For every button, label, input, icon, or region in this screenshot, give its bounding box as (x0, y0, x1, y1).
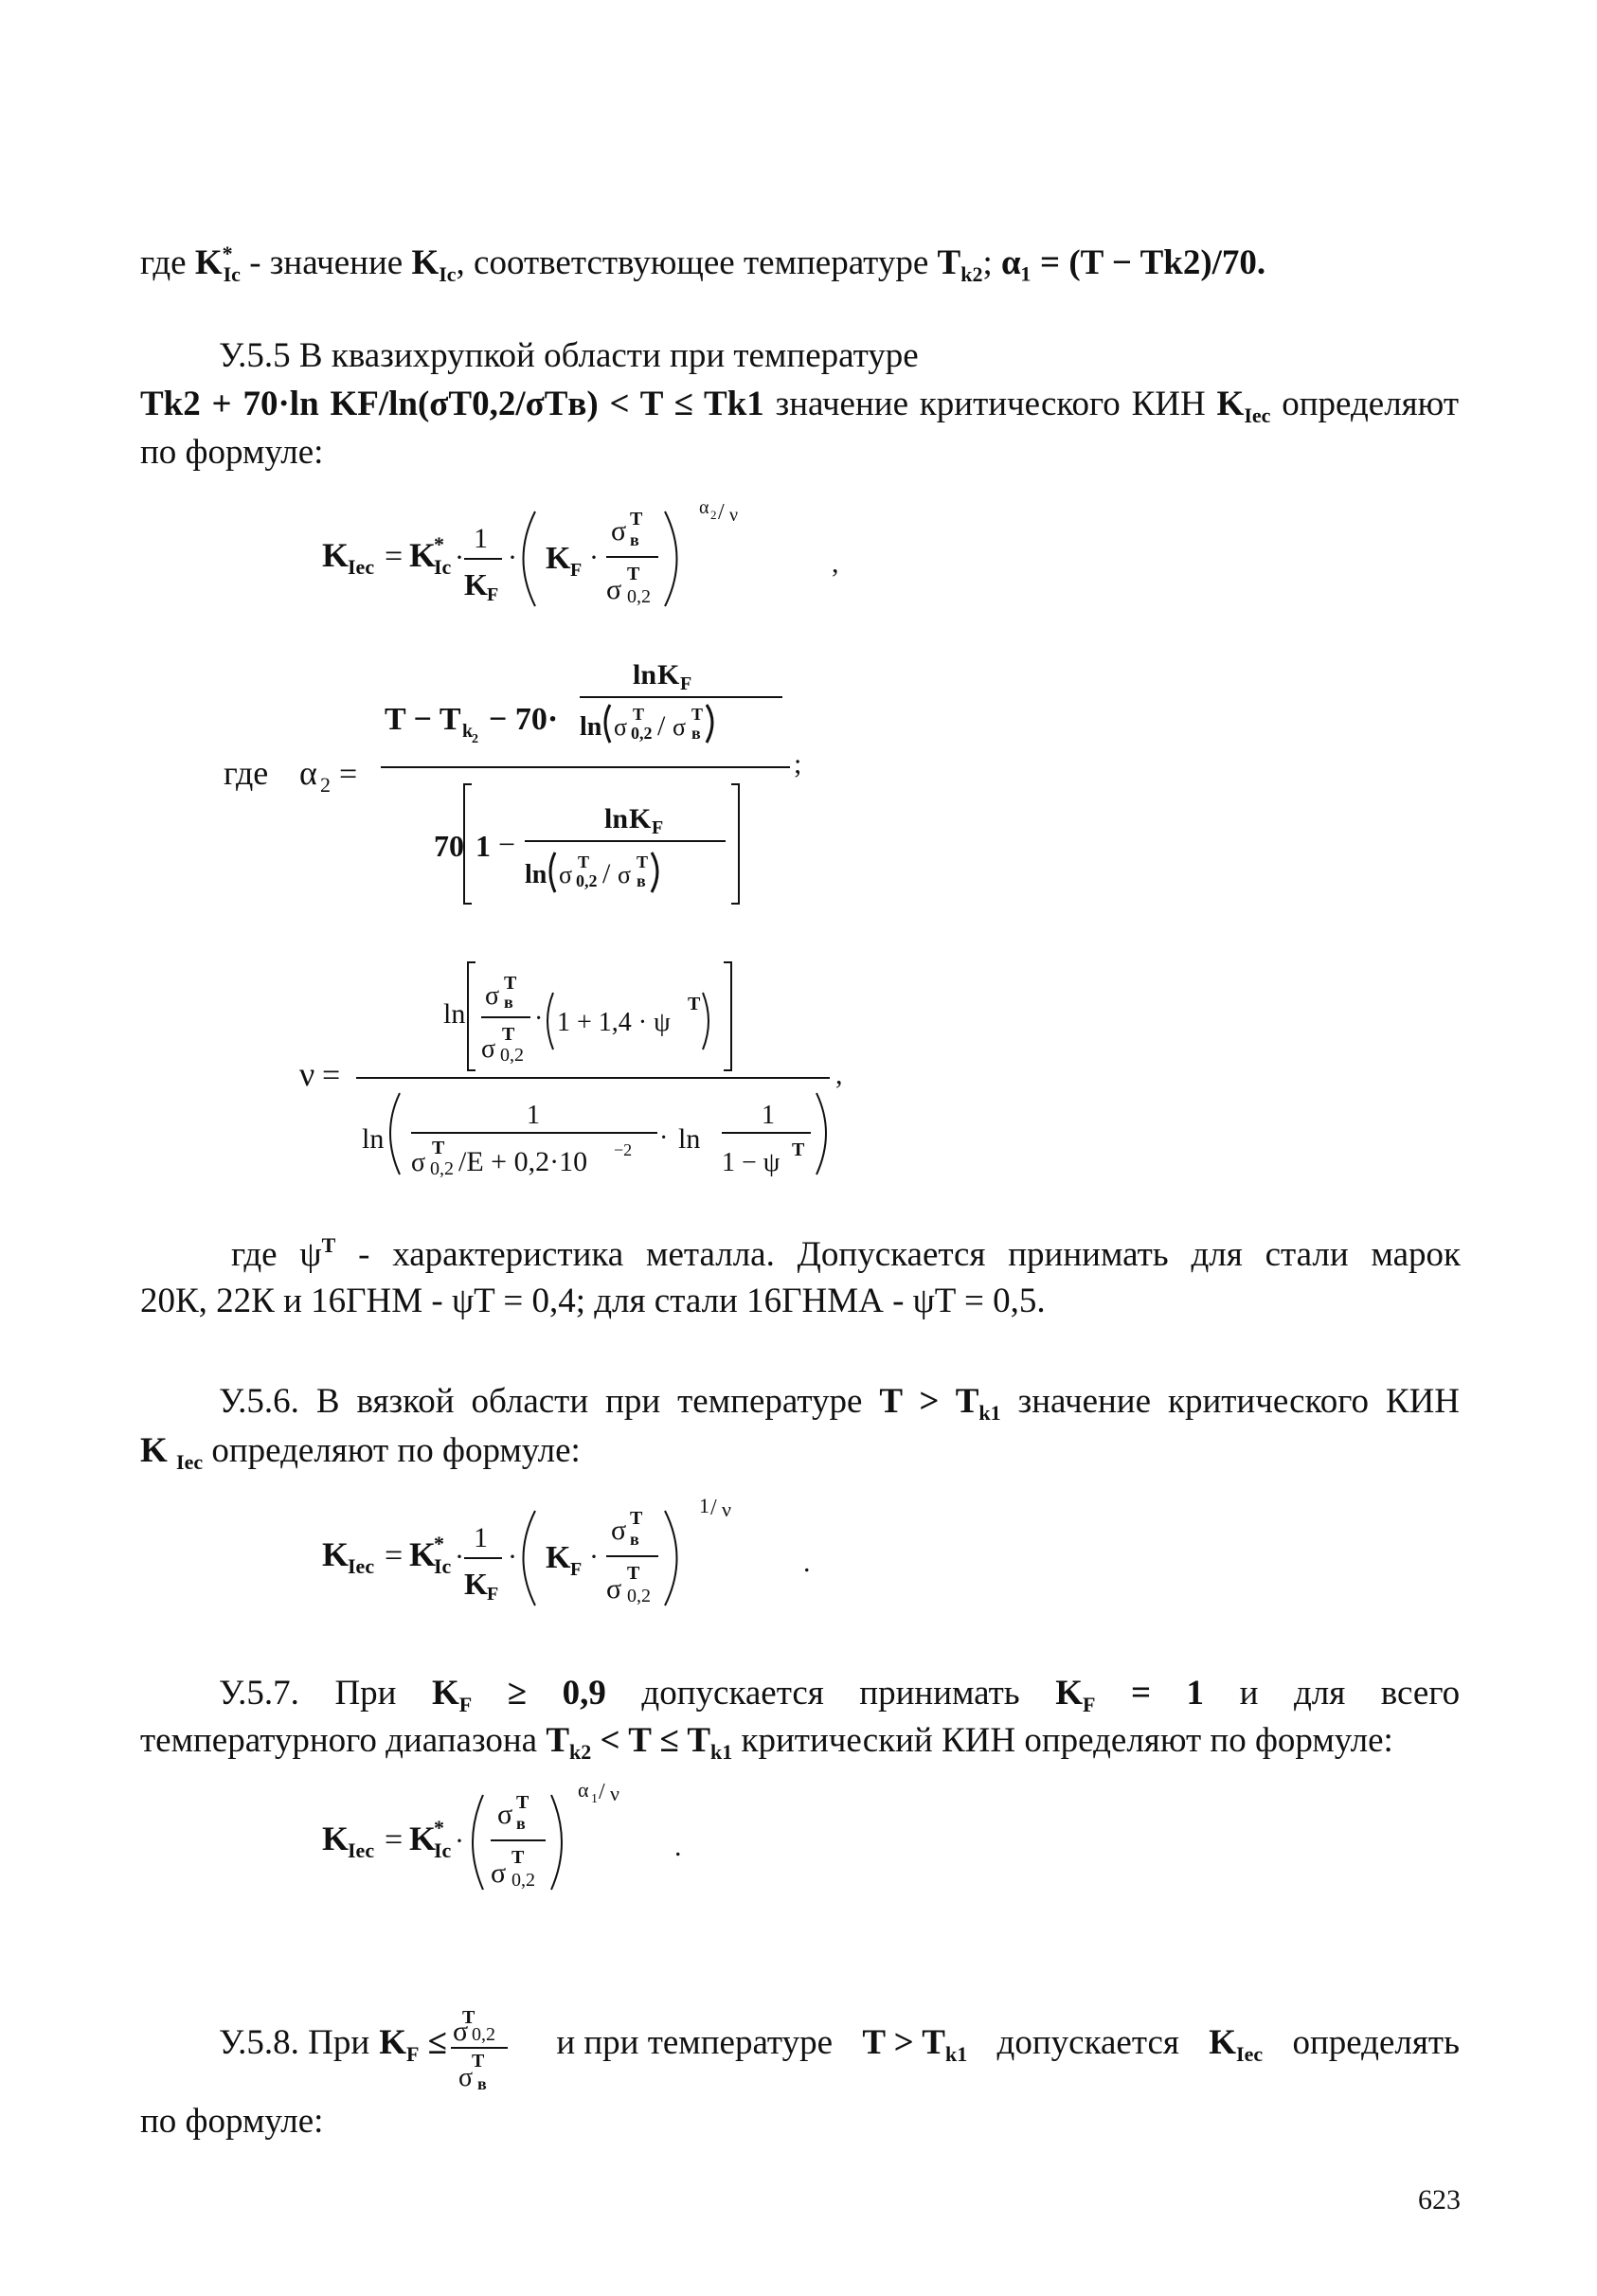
condition-t-gt-tk1-558: $T > T_{k1}$ (862, 2023, 968, 2066)
word-vsego: всего (1380, 1674, 1461, 1713)
svg-text:T: T (511, 1847, 525, 1868)
svg-text:·: · (589, 1541, 599, 1572)
section-557-line-1 (219, 1673, 1460, 1714)
svg-text:T: T (502, 1024, 515, 1045)
svg-text:/: / (657, 710, 666, 742)
svg-text:σ: σ (614, 713, 628, 741)
svg-text:1: 1 (474, 1522, 488, 1553)
svg-text:K: K (464, 567, 488, 601)
psi-note-line-2: 20К, 22К и 16ГНМ - ψT = 0,4; для стали 16ГНМА - ψT = 0,5. (140, 1282, 1046, 1320)
svg-text:T: T (627, 1563, 640, 1584)
line-1 (140, 242, 1265, 284)
svg-text:α: α (299, 754, 317, 792)
svg-text:·: · (455, 1541, 464, 1572)
svg-text:0,2: 0,2 (631, 724, 653, 743)
svg-text:K: K (629, 803, 652, 834)
svg-text:ln: ln (525, 860, 547, 889)
svg-text:Iec: Iec (348, 1554, 375, 1578)
svg-text:F: F (487, 1584, 499, 1605)
svg-text:1: 1 (527, 1101, 540, 1130)
text-sootv: , соответствующее температуре (456, 243, 929, 282)
svg-text:·: · (659, 1123, 669, 1153)
section-558-part-1 (219, 1991, 527, 2095)
formula-kiec-full-range (322, 1776, 720, 1899)
svg-text:σ: σ (481, 1034, 496, 1064)
condition-expression: Tk2 + 70·ln KF/ln(σT0,2/σTв) < T ≤ Tk1 (140, 385, 764, 423)
svg-text:σ: σ (611, 1515, 627, 1546)
svg-text:T: T (627, 564, 640, 584)
svg-text:/: / (718, 500, 725, 525)
svg-text:ln: ln (443, 998, 466, 1030)
psi-note-line-1 (231, 1234, 1461, 1276)
svg-text:ln: ln (580, 712, 602, 742)
svg-text:ν: ν (729, 505, 739, 526)
svg-text:=: = (385, 1822, 404, 1857)
symbol-k-iec-558: $K_{Iec}$ (1209, 2023, 1264, 2066)
condition-kf-eq-1: $K_F = 1$ (1055, 1674, 1205, 1716)
svg-text:K: K (409, 536, 437, 574)
svg-text:K: K (322, 536, 350, 574)
svg-text:·: · (455, 1825, 464, 1857)
word-pri: При (334, 1674, 397, 1713)
svg-text:F: F (570, 560, 583, 581)
svg-text:1: 1 (762, 1101, 775, 1130)
fraction-sigma02-over-sigmav (451, 1991, 527, 2095)
formula-alpha2 (224, 644, 830, 928)
svg-text:σ: σ (458, 2063, 474, 2092)
svg-text:T: T (637, 852, 649, 871)
svg-text:F: F (680, 673, 692, 694)
psi-note-gde: где (231, 1235, 278, 1274)
svg-text:σ: σ (485, 981, 500, 1011)
svg-text:T: T (630, 1508, 643, 1529)
svg-text:/: / (599, 1780, 605, 1804)
section-555-heading: У.5.5 В квазихрупкой области при температуре (219, 336, 919, 375)
svg-text:σ: σ (497, 1799, 513, 1830)
svg-text:ν: ν (610, 1782, 619, 1805)
svg-text:σ: σ (611, 515, 627, 547)
svg-text:σ: σ (606, 574, 622, 605)
svg-text:1 + 1,4 · ψ: 1 + 1,4 · ψ (557, 1008, 671, 1037)
alpha1-expression: α₁ = (T − Tk2)/70. (1001, 243, 1266, 282)
word-prinimat: принимать (859, 1674, 1020, 1713)
svg-text:70: 70 (434, 829, 464, 863)
svg-text:T: T (633, 705, 645, 724)
svg-text:0,2: 0,2 (627, 586, 651, 607)
section-557-number: У.5.7. (219, 1674, 299, 1713)
svg-text:где: где (224, 754, 269, 792)
svg-text:K: K (322, 1820, 350, 1857)
svg-text:/: / (710, 1496, 717, 1520)
word-dopuskaetsya: допускается (641, 1674, 824, 1713)
svg-text:K: K (322, 1535, 350, 1573)
svg-text:*: * (434, 1532, 444, 1555)
svg-text:2: 2 (710, 508, 717, 522)
svg-text:/: / (602, 858, 611, 889)
svg-text:*: * (434, 1816, 444, 1839)
section-557-line-2 (140, 1720, 1393, 1762)
condition-kf-ge-09: $K_F \ge 0,9$ (432, 1674, 606, 1716)
section-558-line-1 (219, 1991, 1460, 2095)
svg-text:σ: σ (411, 1148, 426, 1177)
svg-text:в: в (504, 993, 513, 1012)
section-556-line-2 (140, 1430, 581, 1472)
svg-text:T: T (630, 509, 643, 529)
svg-text:σ: σ (491, 1857, 507, 1889)
svg-text:в: в (476, 2074, 487, 2093)
psi-note-text: - характеристика металла. Допускается принимать для стали марок (358, 1235, 1462, 1274)
svg-text:T: T (432, 1138, 445, 1158)
svg-text:T: T (792, 1139, 805, 1160)
svg-text:в: в (630, 530, 639, 549)
section-558-line-2: по формуле: (140, 2102, 324, 2141)
section-556-line-1 (219, 1381, 1460, 1423)
svg-text:ν: ν (722, 1498, 731, 1521)
svg-text:σ: σ (606, 1573, 622, 1605)
svg-text:α: α (578, 1778, 589, 1802)
symbol-tk2: $T_{k2}$ (937, 243, 983, 286)
svg-text:0,2: 0,2 (576, 871, 598, 890)
svg-text:0,2: 0,2 (511, 1870, 535, 1891)
svg-text:σ: σ (559, 861, 573, 888)
svg-text:.: . (803, 1547, 811, 1578)
section-558-start: У.5.8. При (219, 2023, 370, 2062)
svg-text:ν: ν (299, 1055, 315, 1093)
symbol-k-iec: K $_{Iec}$ (140, 1431, 204, 1474)
section-558-end-2: определять (1292, 2023, 1460, 2062)
section-556-line-2-text: определяют по формуле: (211, 1431, 581, 1470)
svg-text:·: · (455, 542, 464, 573)
svg-text:F: F (487, 584, 499, 605)
svg-text:α: α (699, 497, 709, 518)
svg-text:0,2: 0,2 (471, 2024, 495, 2045)
svg-text:Iec: Iec (348, 555, 375, 579)
svg-text:/E + 0,2·10: /E + 0,2·10 (458, 1146, 588, 1177)
svg-text:k: k (462, 721, 474, 742)
svg-text:K: K (409, 1535, 437, 1573)
svg-text:T: T (578, 852, 590, 871)
symbol-k-iec: $K_{Iec}$ (1216, 385, 1271, 427)
svg-text:σ: σ (618, 861, 632, 888)
symbol-kf: $K_F$ ≤ (379, 2023, 447, 2066)
svg-text:0,2: 0,2 (627, 1586, 651, 1606)
text-gde: где (140, 243, 187, 282)
svg-text:F: F (570, 1559, 583, 1580)
formula-intro-1: по формуле: (140, 433, 324, 472)
svg-text:T: T (461, 2007, 476, 2028)
svg-text:в: в (637, 871, 646, 890)
svg-text:K: K (409, 1820, 437, 1857)
svg-text:,: , (835, 1059, 843, 1090)
section-557-line-2-end: критический КИН определяют по формуле: (741, 1721, 1393, 1760)
svg-text:−2: −2 (614, 1140, 633, 1159)
symbol-psi-t: $\psi^T$ (299, 1233, 336, 1274)
svg-text:0,2: 0,2 (430, 1158, 454, 1179)
svg-text:.: . (674, 1831, 682, 1862)
svg-text:1: 1 (699, 1494, 709, 1517)
svg-text:T: T (471, 2051, 485, 2072)
svg-text:K: K (546, 1540, 571, 1575)
svg-text:·: · (508, 542, 517, 573)
svg-text:2: 2 (472, 732, 478, 746)
svg-text:в: в (691, 724, 701, 743)
svg-text:T − T: T − T (385, 702, 461, 737)
svg-text:2: 2 (320, 773, 331, 797)
svg-text:− 70·: − 70· (489, 702, 559, 737)
svg-text:1: 1 (476, 829, 491, 863)
formula-kiec-ductile (322, 1492, 852, 1615)
svg-text:в: в (630, 1530, 639, 1549)
section-558-end-1: допускается (996, 2023, 1179, 2062)
section-556-text: У.5.6. В вязкой области при температуре (219, 1382, 863, 1421)
svg-text:Ic: Ic (434, 1554, 452, 1578)
page-number: 623 (1418, 2184, 1461, 2215)
svg-text:Ic: Ic (434, 1839, 452, 1862)
svg-text:ln: ln (362, 1123, 385, 1155)
formula-nu (299, 947, 868, 1193)
symbol-k-ic-star: $K^*_{Ic}$ (194, 242, 241, 286)
svg-text:,: , (832, 547, 839, 579)
section-557-line-2-start: температурного диапазона (140, 1721, 538, 1760)
section-555-condition (140, 384, 1459, 425)
svg-text:T: T (688, 994, 701, 1014)
svg-text:K: K (546, 541, 571, 576)
svg-text:ln: ln (604, 803, 629, 834)
section-558-mid: и при температуре (556, 2023, 834, 2062)
svg-text:·: · (589, 542, 599, 573)
svg-text:σ: σ (452, 2016, 469, 2047)
word-i: и (1239, 1674, 1259, 1713)
section-556-text-end: значение критического КИН (1017, 1382, 1461, 1421)
condition-text: значение критического КИН (775, 385, 1206, 423)
svg-text:;: ; (794, 748, 802, 780)
svg-text:ln: ln (633, 659, 657, 691)
svg-text:=: = (385, 1538, 404, 1573)
svg-text:=: = (385, 539, 404, 574)
range-tk2-tk1: $T_{k2} < T \le T_{k1}$ (546, 1721, 733, 1764)
text-semicolon: ; (982, 243, 993, 282)
svg-text:T: T (516, 1792, 529, 1813)
svg-text:·: · (508, 1541, 517, 1572)
svg-text:−: − (498, 827, 516, 861)
svg-text:в: в (516, 1814, 526, 1833)
condition-t-gt-tk1: $T > T_{k1}$ (879, 1382, 1001, 1425)
text-znachenie: - значение (249, 243, 404, 282)
condition-end: определяют (1282, 385, 1460, 423)
svg-text:1: 1 (591, 1792, 598, 1806)
svg-text:1 − ψ: 1 − ψ (722, 1148, 781, 1177)
svg-text:T: T (691, 705, 704, 724)
svg-text:·: · (534, 1004, 544, 1033)
svg-text:K: K (657, 659, 680, 691)
symbol-k-ic: $K_{Ic}$ (411, 243, 457, 286)
formula-kiec-quasi (322, 493, 909, 616)
svg-text:ln: ln (678, 1123, 701, 1155)
svg-text:Iec: Iec (348, 1839, 375, 1862)
svg-text:0,2: 0,2 (500, 1045, 524, 1066)
svg-text:T: T (504, 973, 517, 994)
svg-text:Ic: Ic (434, 555, 452, 579)
svg-text:=: = (339, 757, 358, 792)
svg-text:*: * (434, 532, 444, 556)
word-dlya: для (1293, 1674, 1346, 1713)
svg-text:F: F (652, 817, 664, 838)
svg-text:K: K (464, 1567, 488, 1601)
svg-text:1: 1 (474, 523, 488, 554)
svg-text:σ: σ (673, 713, 687, 741)
svg-text:=: = (322, 1058, 341, 1093)
